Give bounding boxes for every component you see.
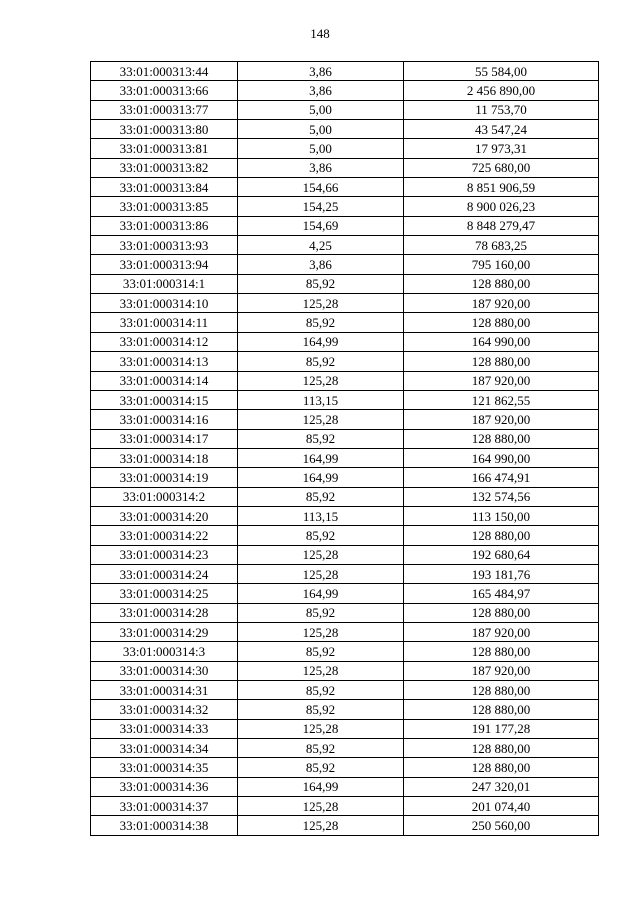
cadastral-number-cell: 33:01:000313:85 [91, 197, 238, 216]
cadastral-number-cell: 33:01:000313:81 [91, 139, 238, 158]
cadastral-value-cell: 128 880,00 [404, 681, 599, 700]
cadastral-number-cell: 33:01:000314:37 [91, 797, 238, 816]
cadastral-number-cell: 33:01:000313:77 [91, 100, 238, 119]
cadastral-value-cell: 128 880,00 [404, 758, 599, 777]
cadastral-value-cell: 165 484,97 [404, 584, 599, 603]
cadastral-value-cell: 121 862,55 [404, 390, 599, 409]
cadastral-number-cell: 33:01:000314:34 [91, 739, 238, 758]
table-row [91, 448, 599, 467]
table-row [91, 294, 599, 313]
table-row [91, 352, 599, 371]
table-row [91, 274, 599, 293]
table-row [91, 313, 599, 332]
cadastral-number-cell: 33:01:000314:31 [91, 681, 238, 700]
cadastral-number-cell: 33:01:000313:84 [91, 178, 238, 197]
cadastral-number-cell: 33:01:000314:2 [91, 487, 238, 506]
cadastral-value-cell: 192 680,64 [404, 545, 599, 564]
cadastral-value-cell: 17 973,31 [404, 139, 599, 158]
area-cell: 125,28 [238, 719, 404, 738]
table-row [91, 139, 599, 158]
table-row [91, 100, 599, 119]
cadastral-value-cell: 128 880,00 [404, 739, 599, 758]
cadastral-value-cell: 187 920,00 [404, 410, 599, 429]
area-cell: 5,00 [238, 139, 404, 158]
area-cell: 125,28 [238, 564, 404, 583]
table-row [91, 506, 599, 525]
area-cell: 125,28 [238, 294, 404, 313]
area-cell: 164,99 [238, 332, 404, 351]
cadastral-number-cell: 33:01:000314:33 [91, 719, 238, 738]
area-cell: 125,28 [238, 545, 404, 564]
table-row [91, 216, 599, 235]
area-cell: 164,99 [238, 468, 404, 487]
cadastral-number-cell: 33:01:000314:15 [91, 390, 238, 409]
area-cell: 85,92 [238, 739, 404, 758]
cadastral-value-cell: 132 574,56 [404, 487, 599, 506]
area-cell: 85,92 [238, 700, 404, 719]
cadastral-value-cell: 128 880,00 [404, 313, 599, 332]
area-cell: 85,92 [238, 429, 404, 448]
cadastral-table [90, 61, 599, 836]
cadastral-value-cell: 128 880,00 [404, 274, 599, 293]
cadastral-number-cell: 33:01:000314:20 [91, 506, 238, 525]
area-cell: 4,25 [238, 236, 404, 255]
area-cell: 5,00 [238, 100, 404, 119]
cadastral-value-cell: 8 848 279,47 [404, 216, 599, 235]
cadastral-number-cell: 33:01:000314:18 [91, 448, 238, 467]
cadastral-number-cell: 33:01:000314:24 [91, 564, 238, 583]
area-cell: 164,99 [238, 448, 404, 467]
table-row [91, 81, 599, 100]
table-row [91, 62, 599, 81]
table-row [91, 661, 599, 680]
cadastral-number-cell: 33:01:000314:30 [91, 661, 238, 680]
table-row [91, 564, 599, 583]
cadastral-value-cell: 725 680,00 [404, 158, 599, 177]
area-cell: 85,92 [238, 603, 404, 622]
cadastral-number-cell: 33:01:000313:94 [91, 255, 238, 274]
area-cell: 85,92 [238, 758, 404, 777]
cadastral-number-cell: 33:01:000313:80 [91, 120, 238, 139]
area-cell: 85,92 [238, 352, 404, 371]
cadastral-value-cell: 164 990,00 [404, 332, 599, 351]
area-cell: 85,92 [238, 642, 404, 661]
table-row [91, 681, 599, 700]
area-cell: 113,15 [238, 506, 404, 525]
table-row [91, 642, 599, 661]
cadastral-value-cell: 113 150,00 [404, 506, 599, 525]
cadastral-number-cell: 33:01:000314:35 [91, 758, 238, 777]
cadastral-number-cell: 33:01:000313:66 [91, 81, 238, 100]
table-row [91, 390, 599, 409]
cadastral-value-cell: 128 880,00 [404, 352, 599, 371]
cadastral-number-cell: 33:01:000314:38 [91, 816, 238, 835]
table-row [91, 468, 599, 487]
area-cell: 164,99 [238, 584, 404, 603]
table-row [91, 410, 599, 429]
cadastral-value-cell: 164 990,00 [404, 448, 599, 467]
area-cell: 125,28 [238, 797, 404, 816]
cadastral-value-cell: 128 880,00 [404, 700, 599, 719]
cadastral-number-cell: 33:01:000313:93 [91, 236, 238, 255]
cadastral-value-cell: 11 753,70 [404, 100, 599, 119]
table-row [91, 816, 599, 835]
table-row [91, 739, 599, 758]
table-row [91, 584, 599, 603]
cadastral-value-cell: 128 880,00 [404, 642, 599, 661]
cadastral-value-cell: 78 683,25 [404, 236, 599, 255]
table-row [91, 197, 599, 216]
table-row [91, 158, 599, 177]
table-row [91, 700, 599, 719]
cadastral-number-cell: 33:01:000314:17 [91, 429, 238, 448]
area-cell: 154,66 [238, 178, 404, 197]
area-cell: 113,15 [238, 390, 404, 409]
cadastral-value-cell: 193 181,76 [404, 564, 599, 583]
cadastral-number-cell: 33:01:000314:29 [91, 622, 238, 641]
area-cell: 164,99 [238, 777, 404, 796]
cadastral-value-cell: 128 880,00 [404, 429, 599, 448]
cadastral-value-cell: 187 920,00 [404, 294, 599, 313]
table-body [91, 62, 599, 836]
cadastral-value-cell: 250 560,00 [404, 816, 599, 835]
area-cell: 125,28 [238, 622, 404, 641]
cadastral-number-cell: 33:01:000313:44 [91, 62, 238, 81]
table-row [91, 487, 599, 506]
cadastral-value-cell: 201 074,40 [404, 797, 599, 816]
area-cell: 3,86 [238, 62, 404, 81]
cadastral-number-cell: 33:01:000314:12 [91, 332, 238, 351]
cadastral-number-cell: 33:01:000314:28 [91, 603, 238, 622]
cadastral-number-cell: 33:01:000314:36 [91, 777, 238, 796]
page-number: 148 [310, 26, 330, 41]
cadastral-number-cell: 33:01:000314:16 [91, 410, 238, 429]
cadastral-value-cell: 187 920,00 [404, 371, 599, 390]
cadastral-value-cell: 2 456 890,00 [404, 81, 599, 100]
cadastral-number-cell: 33:01:000314:19 [91, 468, 238, 487]
area-cell: 154,69 [238, 216, 404, 235]
table-row [91, 526, 599, 545]
table-row [91, 332, 599, 351]
cadastral-value-cell: 8 851 906,59 [404, 178, 599, 197]
cadastral-number-cell: 33:01:000314:23 [91, 545, 238, 564]
table-row [91, 120, 599, 139]
area-cell: 125,28 [238, 371, 404, 390]
table-row [91, 758, 599, 777]
cadastral-value-cell: 8 900 026,23 [404, 197, 599, 216]
table-row [91, 603, 599, 622]
cadastral-value-cell: 795 160,00 [404, 255, 599, 274]
cadastral-number-cell: 33:01:000314:22 [91, 526, 238, 545]
cadastral-value-cell: 247 320,01 [404, 777, 599, 796]
cadastral-number-cell: 33:01:000313:82 [91, 158, 238, 177]
cadastral-value-cell: 191 177,28 [404, 719, 599, 738]
cadastral-value-cell: 128 880,00 [404, 603, 599, 622]
table-row [91, 719, 599, 738]
table-row [91, 178, 599, 197]
area-cell: 125,28 [238, 816, 404, 835]
area-cell: 5,00 [238, 120, 404, 139]
area-cell: 85,92 [238, 487, 404, 506]
area-cell: 85,92 [238, 313, 404, 332]
table-row [91, 797, 599, 816]
cadastral-value-cell: 166 474,91 [404, 468, 599, 487]
cadastral-value-cell: 128 880,00 [404, 526, 599, 545]
area-cell: 154,25 [238, 197, 404, 216]
area-cell: 125,28 [238, 410, 404, 429]
cadastral-number-cell: 33:01:000314:14 [91, 371, 238, 390]
cadastral-value-cell: 187 920,00 [404, 661, 599, 680]
cadastral-number-cell: 33:01:000314:32 [91, 700, 238, 719]
cadastral-number-cell: 33:01:000314:13 [91, 352, 238, 371]
table-row [91, 255, 599, 274]
table-row [91, 236, 599, 255]
cadastral-number-cell: 33:01:000314:11 [91, 313, 238, 332]
cadastral-number-cell: 33:01:000313:86 [91, 216, 238, 235]
cadastral-value-cell: 187 920,00 [404, 622, 599, 641]
cadastral-value-cell: 55 584,00 [404, 62, 599, 81]
area-cell: 85,92 [238, 681, 404, 700]
table-row [91, 777, 599, 796]
area-cell: 85,92 [238, 274, 404, 293]
cadastral-number-cell: 33:01:000314:3 [91, 642, 238, 661]
area-cell: 3,86 [238, 255, 404, 274]
area-cell: 3,86 [238, 158, 404, 177]
cadastral-number-cell: 33:01:000314:10 [91, 294, 238, 313]
table-row [91, 371, 599, 390]
cadastral-number-cell: 33:01:000314:25 [91, 584, 238, 603]
cadastral-value-cell: 43 547,24 [404, 120, 599, 139]
cadastral-number-cell: 33:01:000314:1 [91, 274, 238, 293]
table-row [91, 622, 599, 641]
area-cell: 125,28 [238, 661, 404, 680]
table-row [91, 429, 599, 448]
area-cell: 3,86 [238, 81, 404, 100]
area-cell: 85,92 [238, 526, 404, 545]
table-row [91, 545, 599, 564]
